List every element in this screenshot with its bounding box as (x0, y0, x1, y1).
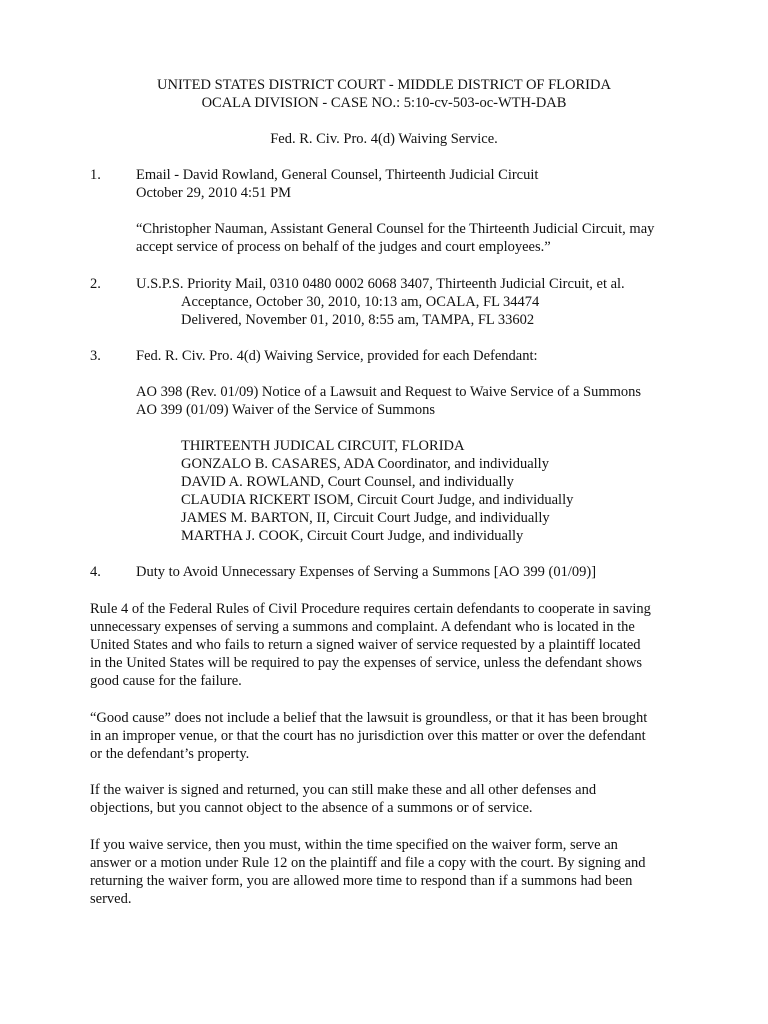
paragraph-line: or the defendant’s property. (90, 746, 250, 762)
quote-line: “Christopher Nauman, Assistant General Counsel for the Thirteenth Judicial Circuit, may (136, 221, 655, 237)
paragraph-line: answer or a motion under Rule 12 on the plaintiff and file a copy with the court. By signing and (90, 855, 646, 871)
quote-line: accept service of process on behalf of the judges and court employees.” (136, 239, 551, 255)
item-title: Duty to Avoid Unnecessary Expenses of Serving a Summons [AO 399 (01/09)] (136, 564, 597, 580)
defendant-line: GONZALO B. CASARES, ADA Coordinator, and individually (181, 456, 549, 472)
paragraph-line: United States and who fails to return a signed waiver of service requested by a plaintiff located (90, 637, 641, 653)
paragraph-line: If the waiver is signed and returned, you can still make these and all other defenses and (90, 782, 597, 798)
tracking-detail: Acceptance, October 30, 2010, 10:13 am, OCALA, FL 34474 (181, 294, 540, 310)
paragraph-line: good cause for the failure. (90, 673, 242, 689)
paragraph-line: Rule 4 of the Federal Rules of Civil Procedure requires certain defendants to cooperate in saving (90, 601, 651, 617)
paragraph-line: “Good cause” does not include a belief that the lawsuit is groundless, or that it has been brought (90, 710, 648, 726)
paragraph-line: served. (90, 891, 132, 907)
item-number: 1. (90, 167, 101, 183)
form-line: AO 398 (Rev. 01/09) Notice of a Lawsuit and Request to Waive Service of a Summons (136, 384, 642, 400)
defendant-line: DAVID A. ROWLAND, Court Counsel, and individually (181, 474, 514, 490)
defendant-line: MARTHA J. COOK, Circuit Court Judge, and individually (181, 528, 524, 544)
defendant-line: JAMES M. BARTON, II, Circuit Court Judge, and individually (181, 510, 550, 526)
item-number: 3. (90, 348, 101, 364)
paragraph-line: in the United States will be required to pay the expenses of service, unless the defendant shows (90, 655, 643, 671)
paragraph-line: in an improper venue, or that the court has no jurisdiction over this matter or over the defendant (90, 728, 646, 744)
item-number: 4. (90, 564, 101, 580)
item-date: October 29, 2010 4:51 PM (136, 185, 292, 201)
paragraph-line: If you waive service, then you must, within the time specified on the waiver form, serve an (90, 837, 618, 853)
item-title: Fed. R. Civ. Pro. 4(d) Waiving Service, provided for each Defendant: (136, 348, 538, 364)
paragraph-line: unnecessary expenses of serving a summons and complaint. A defendant who is located in the (90, 619, 635, 635)
document-subject: Fed. R. Civ. Pro. 4(d) Waiving Service. (270, 131, 498, 147)
paragraph-line: returning the waiver form, you are allowed more time to respond than if a summons had been (90, 873, 633, 889)
tracking-detail: Delivered, November 01, 2010, 8:55 am, TAMPA, FL 33602 (181, 312, 535, 328)
case-number-heading: OCALA DIVISION - CASE NO.: 5:10-cv-503-oc-WTH-DAB (201, 95, 567, 111)
defendant-line: CLAUDIA RICKERT ISOM, Circuit Court Judge, and individually (181, 492, 574, 508)
defendant-line: THIRTEENTH JUDICAL CIRCUIT, FLORIDA (181, 438, 465, 454)
item-title: U.S.P.S. Priority Mail, 0310 0480 0002 6068 3407, Thirteenth Judicial Circuit, et al. (136, 276, 625, 292)
paragraph-line: objections, but you cannot object to the absence of a summons or of service. (90, 800, 533, 816)
item-title: Email - David Rowland, General Counsel, Thirteenth Judicial Circuit (136, 167, 539, 183)
item-number: 2. (90, 276, 101, 292)
form-line: AO 399 (01/09) Waiver of the Service of Summons (136, 402, 435, 418)
court-heading: UNITED STATES DISTRICT COURT - MIDDLE DISTRICT OF FLORIDA (157, 77, 611, 93)
